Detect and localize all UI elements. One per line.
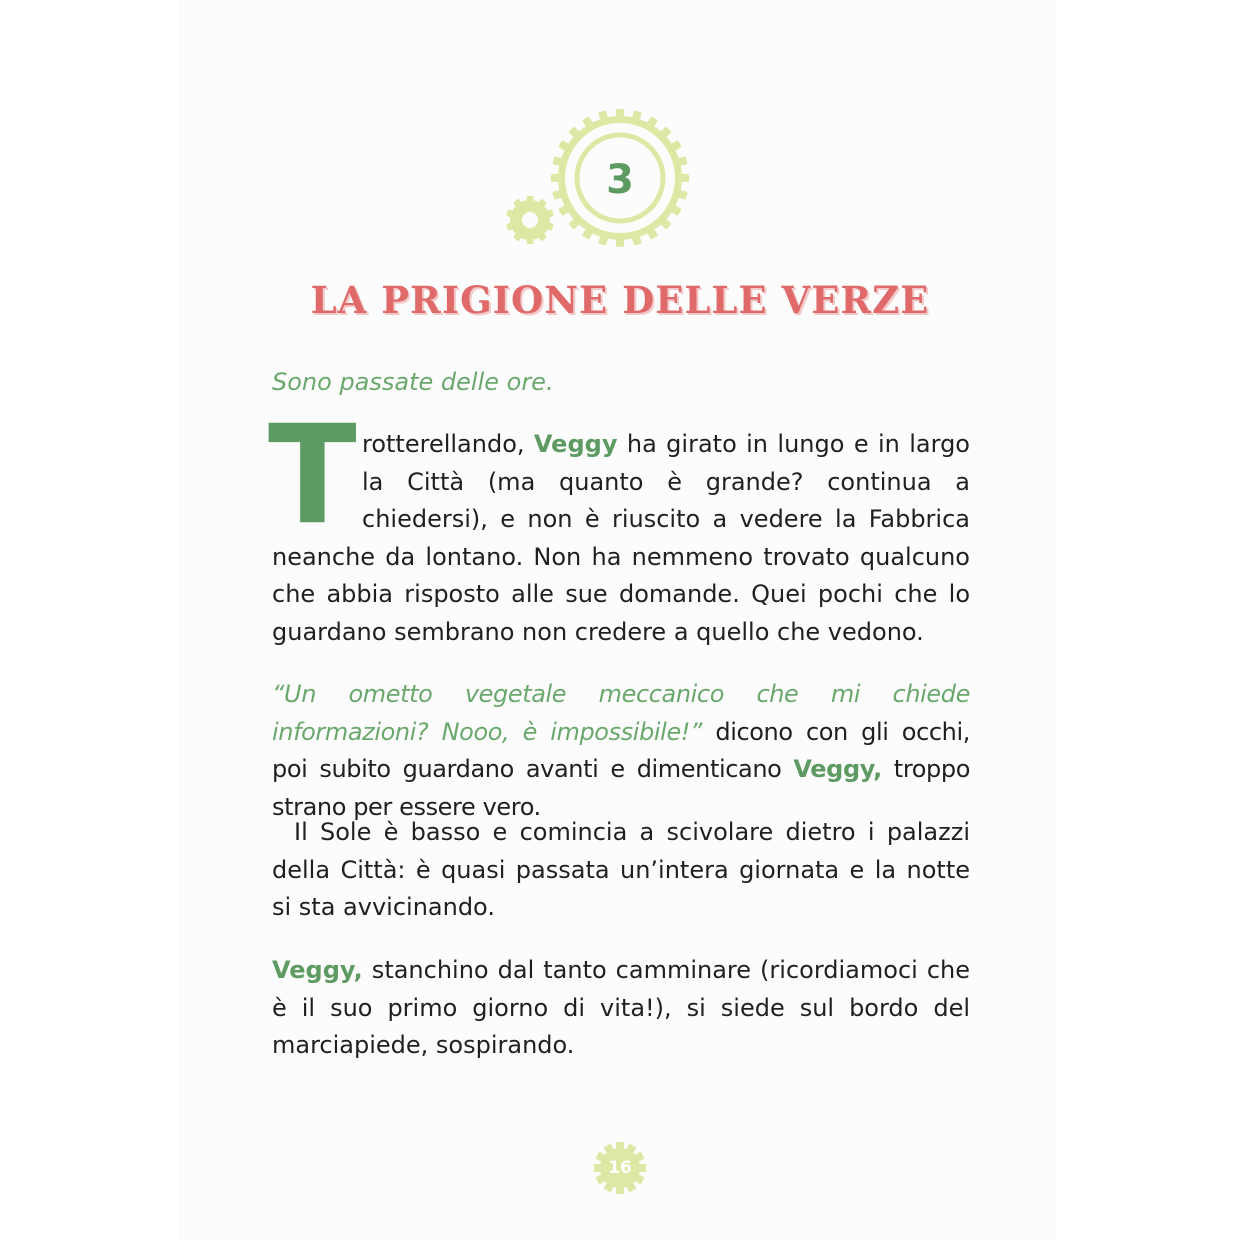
chapter-number: 3 — [606, 157, 634, 203]
paragraph-2 — [268, 395, 970, 651]
p2-text-b: ha girato in lungo e in largo la Città (ma quanto è grande? continua a chiedersi), e non è riuscito a vedere la Fabbrica neanche da lontano. Non ha nemmeno trovato qualcuno che abbia risposto alle sue domande. Quei pochi che lo guardano sembrano non credere a quello che vedono. — [272, 430, 970, 646]
paragraph-intro — [272, 364, 970, 402]
character-name: Veggy, — [272, 956, 363, 984]
page-number: 16 — [608, 1158, 632, 1178]
character-name: Veggy — [533, 430, 618, 458]
paragraph-5 — [272, 952, 970, 1065]
p3-text-b: troppo strano per essere vero. — [272, 755, 970, 821]
p4-text: Il Sole è basso e comincia a scivolare dietro i palazzi della Città: è quasi passata un’intera giornata e la notte si sta avvicinando. — [272, 818, 970, 921]
small-gear-icon — [506, 196, 554, 244]
paragraph-3 — [272, 676, 970, 826]
p2-text-a: rotterellando, — [362, 430, 534, 458]
p5-text: stanchino dal tanto camminare (ricordiamoci che è il suo primo giorno di vita!), si siede sul bordo del marciapiede, sospirando. — [272, 956, 970, 1059]
chapter-title: LA PRIGIONE DELLE VERZE — [310, 278, 930, 322]
character-name: Veggy, — [793, 755, 882, 783]
drop-cap: T — [268, 395, 357, 555]
intro-text: Sono passate delle ore. — [272, 368, 554, 396]
p3-text-a: dicono con gli occhi, poi subito guardano avanti e dimenticano — [272, 717, 970, 783]
quote-text: “Un ometto vegetale meccanico che mi chiede informazioni? Nooo, è impossibile!” — [272, 680, 970, 746]
paragraph-4 — [272, 814, 970, 927]
